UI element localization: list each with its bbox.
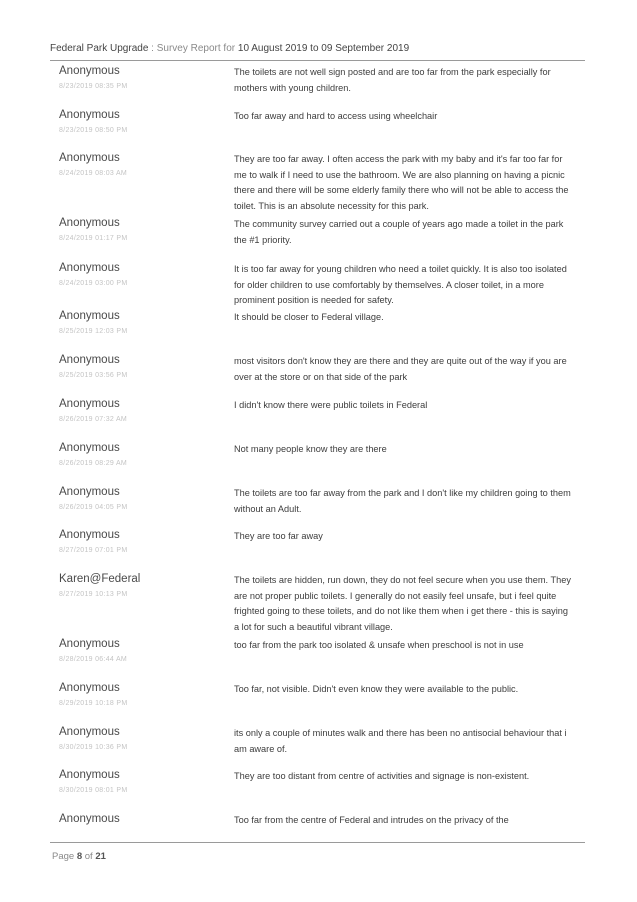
total-pages: 21 xyxy=(95,851,106,862)
respondent-name: Anonymous xyxy=(59,682,120,694)
page-header xyxy=(50,43,586,54)
response-text: most visitors don't know they are there and they are quite out of the way if you are over at the store or on that side of the park xyxy=(234,356,567,382)
respondent-name: Anonymous xyxy=(59,638,120,650)
respondent-name: Anonymous xyxy=(59,109,120,121)
response-text: The community survey carried out a couple of years ago made a toilet in the park the #1 priority. xyxy=(234,219,564,245)
response-date: 8/26/2019 07:32 AM xyxy=(59,416,128,423)
response-text: I didn't know there were public toilets in Federal xyxy=(234,400,428,410)
of-label: of xyxy=(82,851,96,862)
response-date: 8/26/2019 04:05 PM xyxy=(59,504,128,511)
response-text: It is too far away for young children who need a toilet quickly. It is also too isolated for older children to use comfortably by themselves. A closer toilet, in a more prominent position is needed for safety. xyxy=(234,264,567,305)
header-divider xyxy=(50,60,585,61)
respondent-name: Karen@Federal xyxy=(59,573,141,585)
response-text: They are too far away. I often access the park with my baby and it's far too far for me to walk if I need to use the bathroom. We are also planning on having a picnic there and there will be some elderly family there who will not be able to access the toilet. This is an absolute necessity for this park. xyxy=(234,154,569,211)
page-footer xyxy=(52,851,106,862)
response-text: Too far from the centre of Federal and intrudes on the privacy of the xyxy=(234,815,509,825)
response-text: Too far away and hard to access using wheelchair xyxy=(234,111,438,121)
response-text: The toilets are hidden, run down, they do not feel secure when you use them. They are not proper public toilets. I generally do not easily feel unsafe, but i feel quite frighted going to these toilets, and do not like them when i get there - this is saying a lot for such a beautiful vibrant village. xyxy=(234,575,571,632)
response-text: Not many people know they are there xyxy=(234,444,387,454)
response-date: 8/24/2019 01:17 PM xyxy=(59,235,128,242)
response-date: 8/27/2019 07:01 PM xyxy=(59,547,128,554)
respondent-name: Anonymous xyxy=(59,769,120,781)
response-date: 8/23/2019 08:50 PM xyxy=(59,127,128,134)
response-date: 8/30/2019 10:36 PM xyxy=(59,744,128,751)
response-text: They are too distant from centre of activities and signage is non-existent. xyxy=(234,771,530,781)
response-text: too far from the park too isolated & unsafe when preschool is not in use xyxy=(234,640,524,650)
respondent-name: Anonymous xyxy=(59,813,120,825)
respondent-name: Anonymous xyxy=(59,217,120,229)
response-date: 8/30/2019 08:01 PM xyxy=(59,787,128,794)
respondent-name: Anonymous xyxy=(59,152,120,164)
footer-divider xyxy=(50,842,585,843)
page-number: 8 xyxy=(76,851,83,862)
respondent-name: Anonymous xyxy=(59,726,120,738)
title-separator: : xyxy=(148,43,157,54)
response-date: 8/24/2019 03:00 PM xyxy=(59,280,128,287)
response-date: 8/26/2019 08:29 AM xyxy=(59,460,128,467)
respondent-name: Anonymous xyxy=(59,310,120,322)
response-text: its only a couple of minutes walk and there has been no antisocial behaviour that i am aware of. xyxy=(234,728,567,754)
response-text: They are too far away xyxy=(234,531,323,541)
response-date: 8/28/2019 06:44 AM xyxy=(59,656,128,663)
response-text: Too far, not visible. Didn't even know they were available to the public. xyxy=(234,684,519,694)
respondent-name: Anonymous xyxy=(59,354,120,366)
respondent-name: Anonymous xyxy=(59,398,120,410)
respondent-name: Anonymous xyxy=(59,65,120,77)
respondent-name: Anonymous xyxy=(59,442,120,454)
survey-title: Federal Park Upgrade xyxy=(50,43,149,54)
page-label: Page xyxy=(52,851,77,862)
response-date: 8/27/2019 10:13 PM xyxy=(59,591,128,598)
respondent-name: Anonymous xyxy=(59,529,120,541)
response-text: It should be closer to Federal village. xyxy=(234,312,384,322)
response-date: 8/29/2019 10:18 PM xyxy=(59,700,128,707)
response-text: The toilets are not well sign posted and are too far from the park especially for mothers with young children. xyxy=(234,67,551,93)
report-subtitle: Survey Report for xyxy=(156,43,236,54)
respondent-name: Anonymous xyxy=(59,486,120,498)
response-date: 8/25/2019 03:56 PM xyxy=(59,372,128,379)
response-date: 8/23/2019 08:35 PM xyxy=(59,83,128,90)
response-date: 8/25/2019 12:03 PM xyxy=(59,328,128,335)
response-text: The toilets are too far away from the park and I don't like my children going to them without an Adult. xyxy=(234,488,571,514)
report-date-range: 10 August 2019 to 09 September 2019 xyxy=(235,43,410,54)
respondent-name: Anonymous xyxy=(59,262,120,274)
response-date: 8/24/2019 08:03 AM xyxy=(59,170,128,177)
